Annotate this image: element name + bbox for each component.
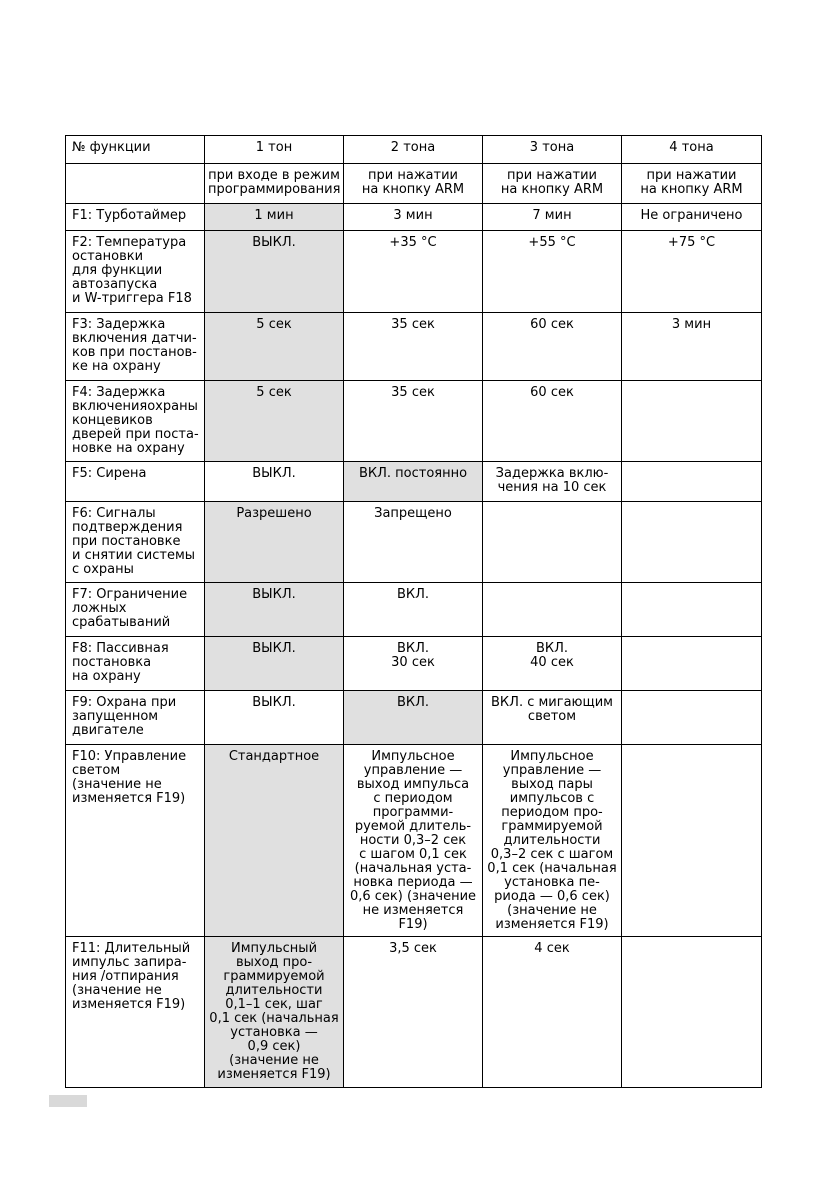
value-cell-tone-3: ВКЛ. с мигающим светом [483,691,622,745]
value-cell-tone-4 [622,381,762,462]
function-name-cell: F2: Температура остановки для функции автозапуска и W-триггера F18 [66,231,205,313]
function-name-cell: F7: Ограничение ложных срабатываний [66,583,205,637]
value-cell-tone-1: 1 мин [205,204,344,231]
function-settings-table [65,135,762,1088]
value-cell-tone-3: ВКЛ. 40 сек [483,637,622,691]
table-row [66,745,762,937]
value-cell-tone-2: ВКЛ. 30 сек [344,637,483,691]
value-cell-tone-4: +75 °C [622,231,762,313]
value-cell-tone-3: 4 сек [483,937,622,1088]
value-cell-tone-1: Разрешено [205,502,344,583]
table-row [66,204,762,231]
function-name-cell: F5: Сирена [66,462,205,502]
value-cell-tone-3: 60 сек [483,313,622,381]
value-cell-tone-4: Не ограничено [622,204,762,231]
header-function-number: № функции [66,136,205,164]
header-tone-3: 3 тона [483,136,622,164]
table-row [66,637,762,691]
header-tone-4: 4 тона [622,136,762,164]
value-cell-tone-4 [622,637,762,691]
value-cell-tone-1: ВЫКЛ. [205,637,344,691]
value-cell-tone-3: 60 сек [483,381,622,462]
value-cell-tone-2: 3 мин [344,204,483,231]
value-cell-tone-4 [622,462,762,502]
function-name-cell: F10: Управление светом (значение не изменяется F19) [66,745,205,937]
table-row [66,583,762,637]
value-cell-tone-1: ВЫКЛ. [205,691,344,745]
value-cell-tone-3: 7 мин [483,204,622,231]
value-cell-tone-1: 5 сек [205,313,344,381]
value-cell-tone-1: ВЫКЛ. [205,583,344,637]
function-name-cell: F1: Турботаймер [66,204,205,231]
value-cell-tone-2: ВКЛ. постоянно [344,462,483,502]
value-cell-tone-4 [622,937,762,1088]
subheader-empty [66,164,205,204]
table-row [66,231,762,313]
value-cell-tone-2: 35 сек [344,313,483,381]
value-cell-tone-3 [483,583,622,637]
value-cell-tone-2: ВКЛ. [344,583,483,637]
table-row [66,462,762,502]
value-cell-tone-4 [622,502,762,583]
value-cell-tone-3: Задержка вклю- чения на 10 сек [483,462,622,502]
value-cell-tone-4 [622,691,762,745]
table-row [66,381,762,462]
function-name-cell: F4: Задержка включенияохраны концевиков дверей при поста- новке на охрану [66,381,205,462]
function-name-cell: F6: Сигналы подтверждения при постановке и снятии системы с охраны [66,502,205,583]
header-subrow [66,164,762,204]
value-cell-tone-2: ВКЛ. [344,691,483,745]
value-cell-tone-1: ВЫКЛ. [205,462,344,502]
function-name-cell: F8: Пассивная постановка на охрану [66,637,205,691]
page-number-box [49,1095,87,1107]
value-cell-tone-1: ВЫКЛ. [205,231,344,313]
value-cell-tone-4: 3 мин [622,313,762,381]
value-cell-tone-2: 3,5 сек [344,937,483,1088]
subheader-tone-2: при нажатии на кнопку ARM [344,164,483,204]
value-cell-tone-1: Стандартное [205,745,344,937]
header-tone-1: 1 тон [205,136,344,164]
table-row [66,937,762,1088]
value-cell-tone-4 [622,583,762,637]
value-cell-tone-4 [622,745,762,937]
function-name-cell: F3: Задержка включения датчи- ков при постанов- ке на охрану [66,313,205,381]
value-cell-tone-2: +35 °C [344,231,483,313]
subheader-tone-3: при нажатии на кнопку ARM [483,164,622,204]
value-cell-tone-2: Импульсное управление — выход импульса с периодом программи- руемой длитель- ности 0,3–2 сек с шагом 0,1 сек (начальная уста- новка периода — 0,6 сек) (значение не изменяется F19) [344,745,483,937]
subheader-tone-4: при нажатии на кнопку ARM [622,164,762,204]
value-cell-tone-2: Запрещено [344,502,483,583]
value-cell-tone-3: +55 °C [483,231,622,313]
value-cell-tone-2: 35 сек [344,381,483,462]
table-row [66,313,762,381]
header-tone-2: 2 тона [344,136,483,164]
function-name-cell: F11: Длительный импульс запира- ния /отпирания (значение не изменяется F19) [66,937,205,1088]
header-row [66,136,762,164]
table-row [66,691,762,745]
function-name-cell: F9: Охрана при запущенном двигателе [66,691,205,745]
value-cell-tone-3 [483,502,622,583]
table-row [66,502,762,583]
value-cell-tone-1: Импульсный выход про- граммируемой длительности 0,1–1 сек, шаг 0,1 сек (начальная установка — 0,9 сек) (значение не изменяется F19) [205,937,344,1088]
subheader-tone-1: при входе в режим программирования [205,164,344,204]
value-cell-tone-3: Импульсное управление — выход пары импульсов с периодом про- граммируемой длительности 0,3–2 сек с шагом 0,1 сек (начальная установка пе- риода — 0,6 сек) (значение не изменяется F19) [483,745,622,937]
value-cell-tone-1: 5 сек [205,381,344,462]
